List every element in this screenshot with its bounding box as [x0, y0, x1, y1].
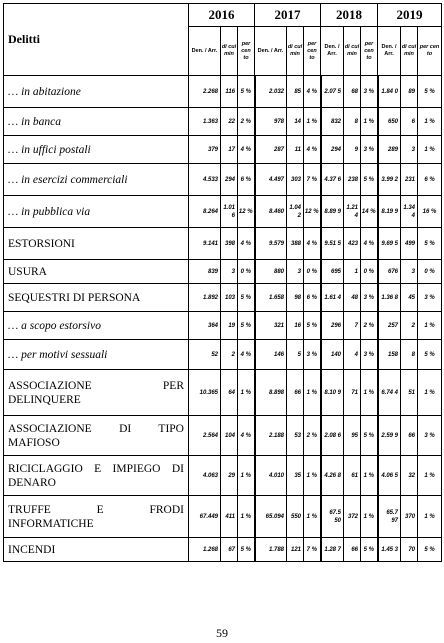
di-cui-min-value: 66 — [344, 538, 361, 562]
percent-value: 4 % — [304, 136, 321, 164]
den-value: 978 — [255, 108, 287, 136]
row-label: … in esercizi commerciali — [4, 164, 189, 196]
den-value: 321 — [255, 312, 287, 340]
percent-value: 6 % — [304, 284, 321, 312]
percent-value: 1 % — [418, 496, 442, 538]
den-value: 296 — [321, 312, 344, 340]
di-cui-min-value: 35 — [287, 456, 304, 496]
row-label: ASSOCIAZIONE PER DELINQUERE — [4, 370, 189, 416]
di-cui-min-value: 1.04 2 — [287, 196, 304, 228]
den-value: 8.460 — [255, 196, 287, 228]
percent-value: 1 % — [304, 496, 321, 538]
table-row — [4, 370, 442, 416]
percent-value: 3 % — [418, 416, 442, 456]
row-label: … in banca — [4, 108, 189, 136]
den-value: 8.19 9 — [378, 196, 401, 228]
percent-value: 3 % — [361, 340, 378, 370]
percent-value: 5 % — [418, 340, 442, 370]
di-cui-min-value: 104 — [221, 416, 238, 456]
di-cui-min-value: 1.34 4 — [401, 196, 418, 228]
di-cui-min-header-2016: di cui min — [221, 27, 238, 76]
di-cui-min-value: 85 — [287, 76, 304, 108]
di-cui-min-value: 3 — [401, 260, 418, 284]
di-cui-min-value: 372 — [344, 496, 361, 538]
percent-value: 5 % — [238, 538, 255, 562]
den-value: 67.5 50 — [321, 496, 344, 538]
den-value: 2.564 — [189, 416, 221, 456]
di-cui-min-value: 7 — [344, 312, 361, 340]
den-value: 4.06 5 — [378, 456, 401, 496]
den-value: 3.99 2 — [378, 164, 401, 196]
di-cui-min-value: 294 — [221, 164, 238, 196]
percent-value: 4 % — [304, 228, 321, 260]
row-label: … in pubblica via — [4, 196, 189, 228]
den-header-2017: Den. / Arr. — [255, 27, 287, 76]
di-cui-min-value: 16 — [287, 312, 304, 340]
di-cui-min-value: 11 — [287, 136, 304, 164]
percent-value: 4 % — [238, 340, 255, 370]
percent-value: 5 % — [418, 228, 442, 260]
row-label: … a scopo estorsivo — [4, 312, 189, 340]
percent-value: 4 % — [304, 76, 321, 108]
row-label: SEQUESTRI DI PERSONA — [4, 284, 189, 312]
den-value: 67.449 — [189, 496, 221, 538]
di-cui-min-value: 53 — [287, 416, 304, 456]
percent-value: 1 % — [418, 136, 442, 164]
den-value: 1.45 3 — [378, 538, 401, 562]
di-cui-min-value: 5 — [287, 340, 304, 370]
di-cui-min-value: 411 — [221, 496, 238, 538]
percent-value: 3 % — [304, 340, 321, 370]
den-value: 695 — [321, 260, 344, 284]
di-cui-min-value: 4 — [344, 340, 361, 370]
di-cui-min-value: 95 — [344, 416, 361, 456]
row-label: RICICLAGGIO E IMPIEGO DI DENARO — [4, 456, 189, 496]
di-cui-min-value: 1.21 4 — [344, 196, 361, 228]
row-label: ESTORSIONI — [4, 228, 189, 260]
den-value: 65.094 — [255, 496, 287, 538]
di-cui-min-header-2018: di cui min — [344, 27, 361, 76]
den-value: 4.063 — [189, 456, 221, 496]
table-row — [4, 196, 442, 228]
den-value: 289 — [378, 136, 401, 164]
den-header-2018: Den. / Arr. — [321, 27, 344, 76]
den-value: 8.89 9 — [321, 196, 344, 228]
percent-value: 3 % — [361, 284, 378, 312]
den-value: 1.658 — [255, 284, 287, 312]
table-row — [4, 108, 442, 136]
table-row — [4, 260, 442, 284]
percent-value: 2 % — [361, 312, 378, 340]
year-header-2019: 2019 — [378, 4, 442, 27]
percent-value: 5 % — [361, 164, 378, 196]
table-row — [4, 538, 442, 562]
den-value: 4.26 8 — [321, 456, 344, 496]
den-value: 2.07 5 — [321, 76, 344, 108]
di-cui-min-value: 238 — [344, 164, 361, 196]
di-cui-min-value: 51 — [401, 370, 418, 416]
di-cui-min-value: 398 — [221, 228, 238, 260]
percent-value: 7 % — [304, 538, 321, 562]
di-cui-min-value: 45 — [401, 284, 418, 312]
di-cui-min-value: 68 — [344, 76, 361, 108]
den-value: 257 — [378, 312, 401, 340]
den-value: 10.365 — [189, 370, 221, 416]
percent-value: 1 % — [361, 108, 378, 136]
percent-value: 5 % — [418, 76, 442, 108]
crime-statistics-table — [3, 3, 442, 562]
percent-value: 5 % — [418, 538, 442, 562]
per-cento-header-2019: per cen to — [418, 27, 442, 76]
percent-value: 1 % — [304, 456, 321, 496]
percent-value: 5 % — [238, 284, 255, 312]
table-row — [4, 496, 442, 538]
di-cui-min-value: 61 — [344, 456, 361, 496]
di-cui-min-value: 64 — [221, 370, 238, 416]
row-label: USURA — [4, 260, 189, 284]
di-cui-min-value: 116 — [221, 76, 238, 108]
di-cui-min-header-2017: di cui min — [287, 27, 304, 76]
table-row — [4, 340, 442, 370]
den-value: 9.69 5 — [378, 228, 401, 260]
percent-value: 0 % — [304, 260, 321, 284]
row-label: … in abitazione — [4, 76, 189, 108]
per-cento-header-2018: per cen to — [361, 27, 378, 76]
percent-value: 4 % — [238, 136, 255, 164]
di-cui-min-value: 67 — [221, 538, 238, 562]
di-cui-min-value: 121 — [287, 538, 304, 562]
percent-value: 2 % — [304, 416, 321, 456]
den-value: 1.788 — [255, 538, 287, 562]
table-row — [4, 76, 442, 108]
den-value: 2.268 — [189, 76, 221, 108]
den-value: 1.363 — [189, 108, 221, 136]
year-header-2016: 2016 — [189, 4, 255, 27]
row-label: INCENDI — [4, 538, 189, 562]
percent-value: 1 % — [361, 370, 378, 416]
den-value: 1.84 0 — [378, 76, 401, 108]
percent-value: 1 % — [238, 496, 255, 538]
percent-value: 12 % — [304, 196, 321, 228]
table-row — [4, 416, 442, 456]
percent-value: 3 % — [361, 136, 378, 164]
page-number: 59 — [216, 626, 228, 640]
den-value: 8.10 9 — [321, 370, 344, 416]
di-cui-min-value: 423 — [344, 228, 361, 260]
den-value: 2.188 — [255, 416, 287, 456]
di-cui-min-value: 22 — [221, 108, 238, 136]
den-value: 2.08 6 — [321, 416, 344, 456]
percent-value: 5 % — [361, 416, 378, 456]
den-value: 287 — [255, 136, 287, 164]
den-value: 839 — [189, 260, 221, 284]
di-cui-min-value: 71 — [344, 370, 361, 416]
per-cento-header-2016: per cen to — [238, 27, 255, 76]
den-value: 2.032 — [255, 76, 287, 108]
di-cui-min-value: 32 — [401, 456, 418, 496]
den-value: 4.010 — [255, 456, 287, 496]
di-cui-min-value: 499 — [401, 228, 418, 260]
percent-value: 3 % — [418, 284, 442, 312]
percent-value: 2 % — [238, 108, 255, 136]
percent-value: 1 % — [361, 456, 378, 496]
percent-value: 1 % — [304, 108, 321, 136]
di-cui-min-value: 89 — [401, 76, 418, 108]
di-cui-min-value: 2 — [221, 340, 238, 370]
den-value: 158 — [378, 340, 401, 370]
den-header-2019: Den. / Arr. — [378, 27, 401, 76]
table-row — [4, 164, 442, 196]
per-cento-header-2017: per cen to — [304, 27, 321, 76]
den-value: 364 — [189, 312, 221, 340]
percent-value: 4 % — [238, 228, 255, 260]
den-value: 65.7 97 — [378, 496, 401, 538]
den-value: 1.36 8 — [378, 284, 401, 312]
percent-value: 1 % — [238, 370, 255, 416]
percent-value: 4 % — [361, 228, 378, 260]
di-cui-min-value: 48 — [344, 284, 361, 312]
di-cui-min-value: 8 — [344, 108, 361, 136]
percent-value: 1 % — [418, 456, 442, 496]
den-value: 9.51 5 — [321, 228, 344, 260]
di-cui-min-value: 1 — [344, 260, 361, 284]
di-cui-min-value: 98 — [287, 284, 304, 312]
percent-value: 1 % — [418, 312, 442, 340]
row-label: TRUFFE E FRODI INFORMATICHE — [4, 496, 189, 538]
percent-value: 1 % — [304, 370, 321, 416]
di-cui-min-value: 70 — [401, 538, 418, 562]
year-header-2017: 2017 — [255, 4, 321, 27]
di-cui-min-value: 8 — [401, 340, 418, 370]
di-cui-min-value: 3 — [287, 260, 304, 284]
percent-value: 0 % — [238, 260, 255, 284]
den-value: 379 — [189, 136, 221, 164]
di-cui-min-value: 550 — [287, 496, 304, 538]
den-value: 140 — [321, 340, 344, 370]
di-cui-min-value: 3 — [401, 136, 418, 164]
den-value: 52 — [189, 340, 221, 370]
percent-value: 0 % — [361, 260, 378, 284]
percent-value: 5 % — [361, 538, 378, 562]
percent-value: 6 % — [418, 164, 442, 196]
di-cui-min-value: 370 — [401, 496, 418, 538]
di-cui-min-header-2019: di cui min — [401, 27, 418, 76]
di-cui-min-value: 388 — [287, 228, 304, 260]
den-value: 146 — [255, 340, 287, 370]
di-cui-min-value: 303 — [287, 164, 304, 196]
den-value: 8.898 — [255, 370, 287, 416]
di-cui-min-value: 66 — [401, 416, 418, 456]
percent-value: 1 % — [361, 496, 378, 538]
di-cui-min-value: 9 — [344, 136, 361, 164]
di-cui-min-value: 66 — [287, 370, 304, 416]
den-value: 1.892 — [189, 284, 221, 312]
den-value: 1.61 4 — [321, 284, 344, 312]
year-header-2018: 2018 — [321, 4, 378, 27]
percent-value: 1 % — [238, 456, 255, 496]
den-value: 1.28 7 — [321, 538, 344, 562]
row-label: … in uffici postali — [4, 136, 189, 164]
percent-value: 7 % — [304, 164, 321, 196]
di-cui-min-value: 6 — [401, 108, 418, 136]
den-value: 9.141 — [189, 228, 221, 260]
percent-value: 14 % — [361, 196, 378, 228]
percent-value: 5 % — [304, 312, 321, 340]
di-cui-min-value: 231 — [401, 164, 418, 196]
den-value: 676 — [378, 260, 401, 284]
percent-value: 12 % — [238, 196, 255, 228]
column-header-delitti: Delitti — [4, 4, 189, 76]
den-value: 8.264 — [189, 196, 221, 228]
percent-value: 4 % — [238, 416, 255, 456]
table-row — [4, 284, 442, 312]
di-cui-min-value: 2 — [401, 312, 418, 340]
den-header-2016: Den. / Arr. — [189, 27, 221, 76]
den-value: 4.497 — [255, 164, 287, 196]
percent-value: 1 % — [418, 108, 442, 136]
den-value: 6.74 4 — [378, 370, 401, 416]
table-row — [4, 136, 442, 164]
den-value: 880 — [255, 260, 287, 284]
di-cui-min-value: 17 — [221, 136, 238, 164]
table-row — [4, 456, 442, 496]
den-value: 1.268 — [189, 538, 221, 562]
di-cui-min-value: 19 — [221, 312, 238, 340]
percent-value: 16 % — [418, 196, 442, 228]
percent-value: 3 % — [361, 76, 378, 108]
den-value: 2.59 9 — [378, 416, 401, 456]
den-value: 294 — [321, 136, 344, 164]
percent-value: 1 % — [418, 370, 442, 416]
den-value: 9.579 — [255, 228, 287, 260]
den-value: 4.37 6 — [321, 164, 344, 196]
percent-value: 0 % — [418, 260, 442, 284]
di-cui-min-value: 3 — [221, 260, 238, 284]
di-cui-min-value: 103 — [221, 284, 238, 312]
den-value: 4.533 — [189, 164, 221, 196]
row-label: ASSOCIAZIONE DI TIPO MAFIOSO — [4, 416, 189, 456]
percent-value: 6 % — [238, 164, 255, 196]
table-row — [4, 312, 442, 340]
percent-value: 5 % — [238, 312, 255, 340]
table-body — [4, 76, 442, 562]
den-value: 832 — [321, 108, 344, 136]
di-cui-min-value: 1.01 6 — [221, 196, 238, 228]
di-cui-min-value: 14 — [287, 108, 304, 136]
row-label: … per motivi sessuali — [4, 340, 189, 370]
table-row — [4, 228, 442, 260]
di-cui-min-value: 29 — [221, 456, 238, 496]
den-value: 650 — [378, 108, 401, 136]
percent-value: 5 % — [238, 76, 255, 108]
